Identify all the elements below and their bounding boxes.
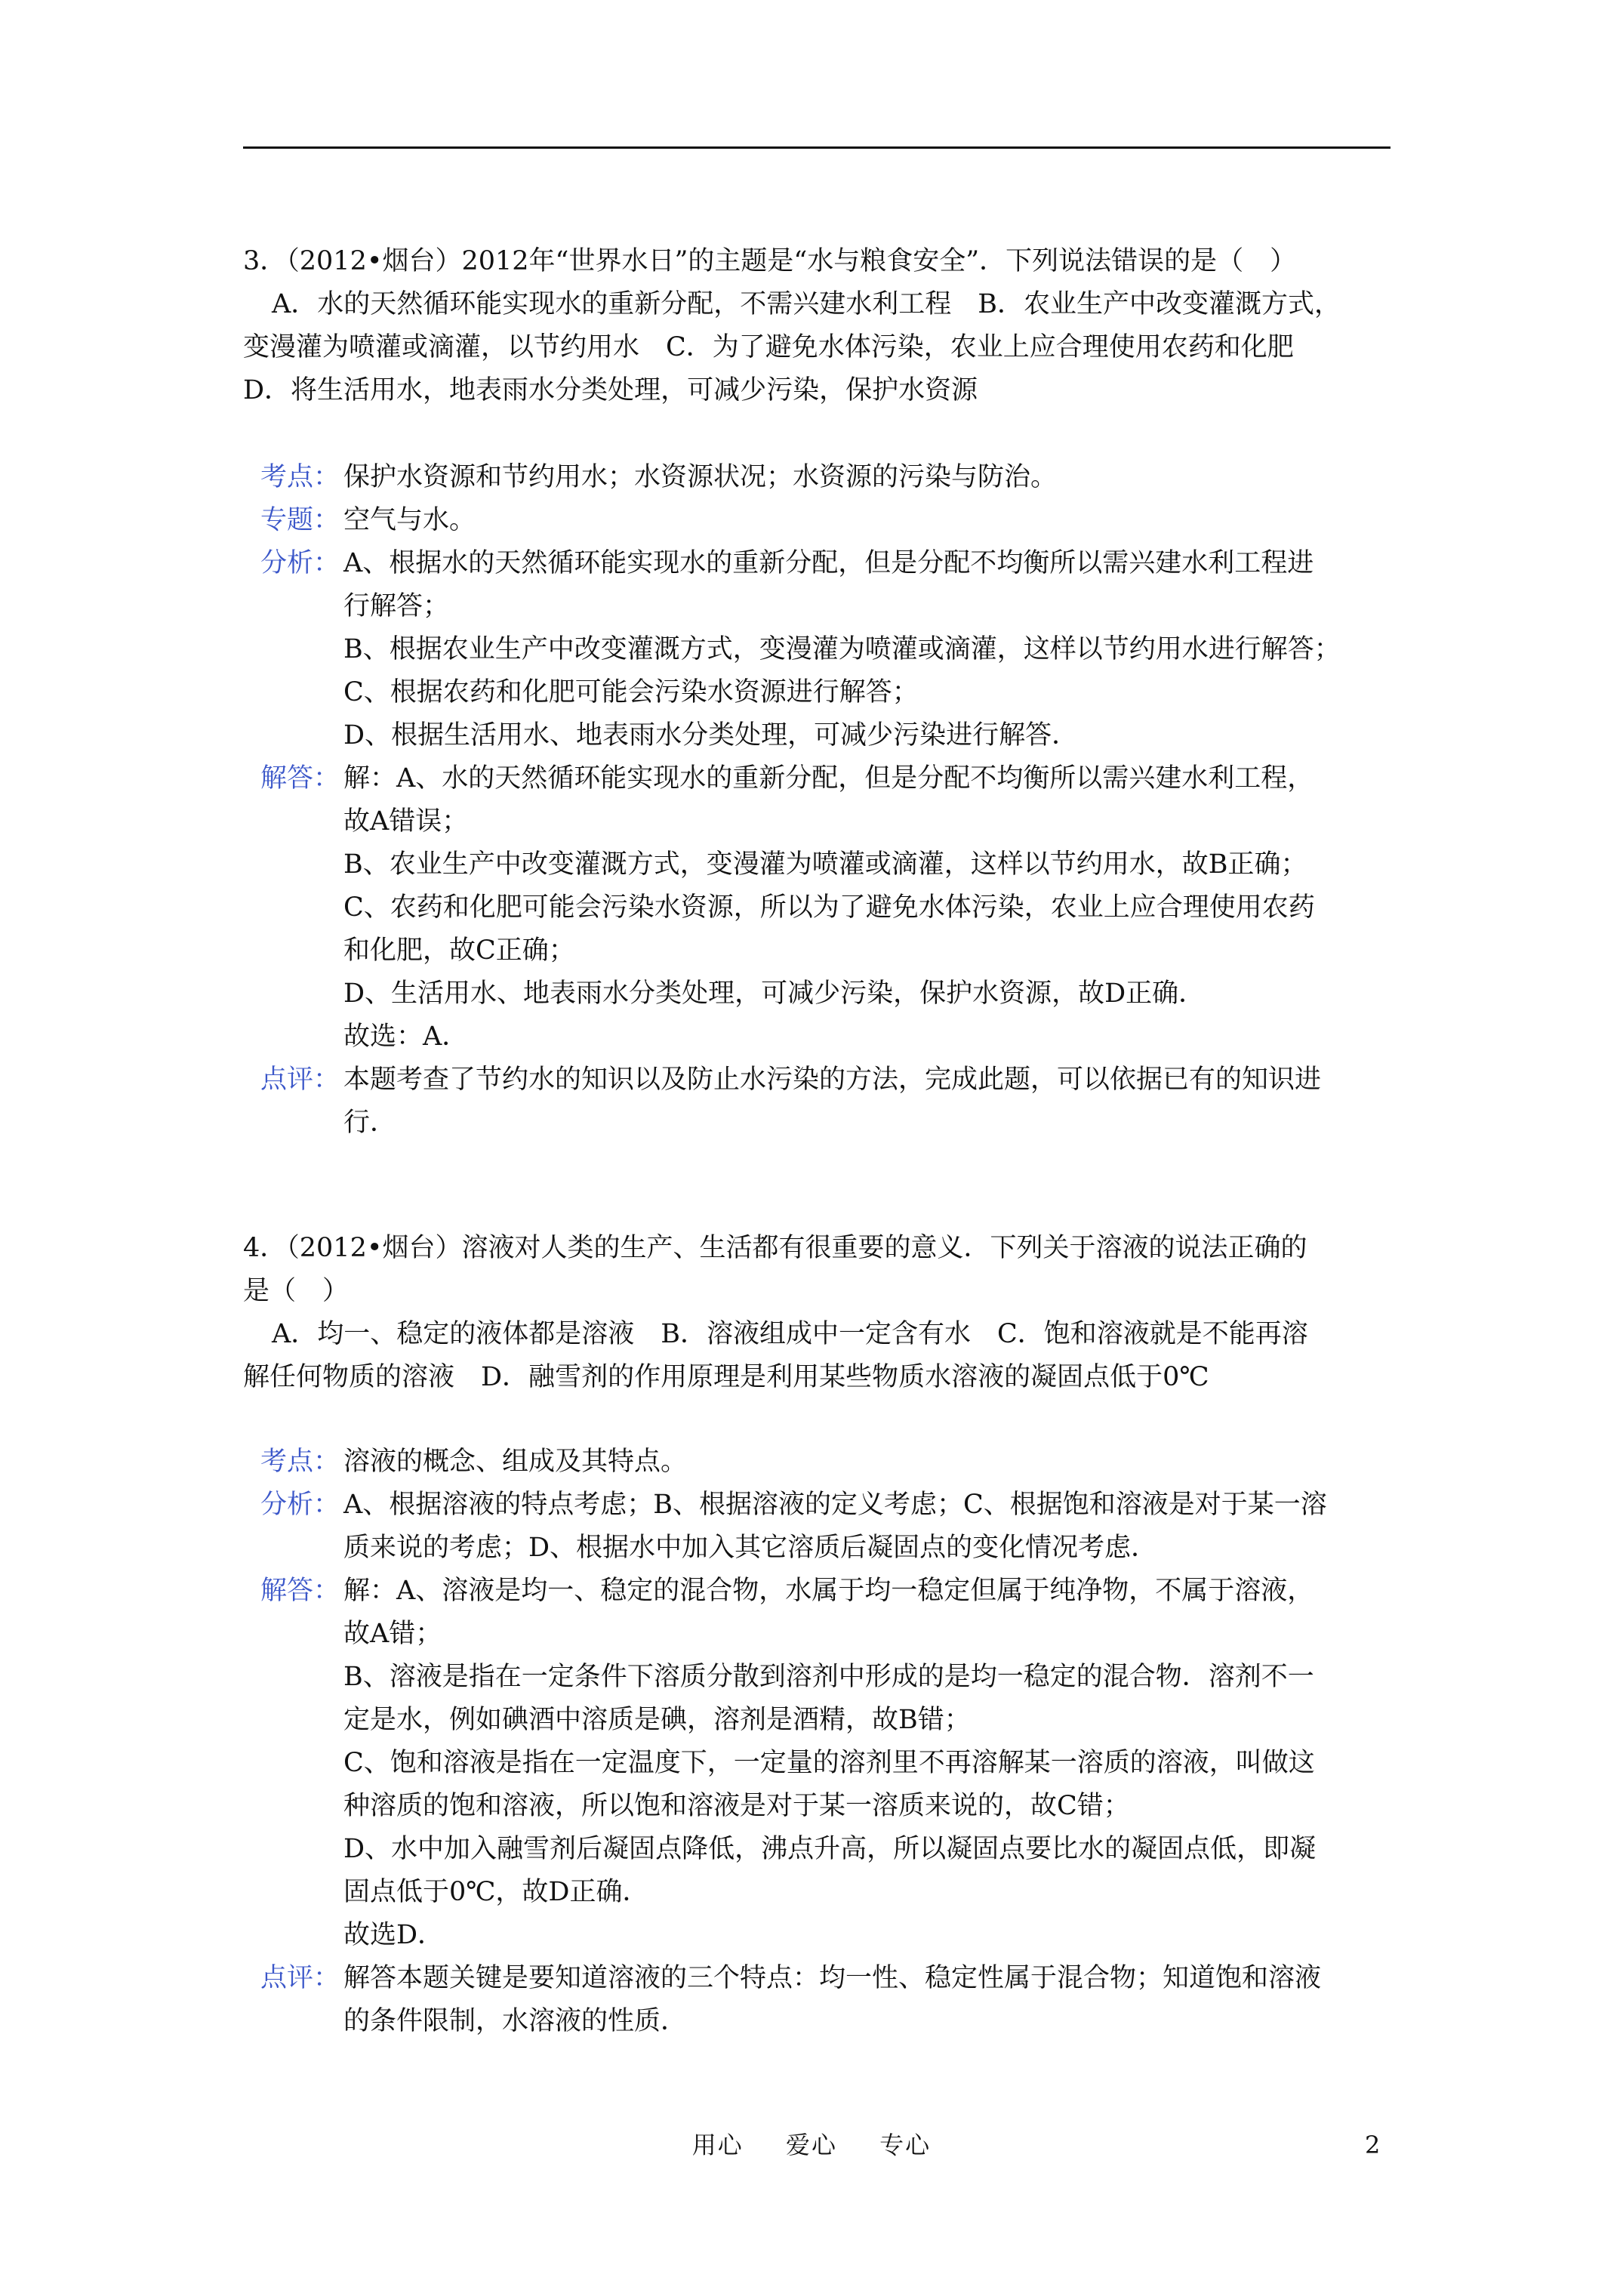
- question-4-options-line-2: 解任何物质的溶液 D．融雪剂的作用原理是利用某些物质水溶液的凝固点低于0℃: [243, 1362, 1209, 1392]
- q3-jieda-line: D、生活用水、地表雨水分类处理，可减少污染，保护水资源，故D正确．: [343, 978, 1206, 1009]
- question-3-options-line-3: D．将生活用水，地表雨水分类处理，可减少污染，保护水资源: [243, 375, 978, 405]
- footer-word: 用心: [691, 2131, 744, 2159]
- q3-kaodian: [260, 456, 1423, 499]
- question-3-options-line-2: 变漫灌为喷灌或滴灌，以节约用水 C．为了避免水体污染，农业上应合理使用农药和化肥: [243, 332, 1294, 362]
- q3-jieda-line: B、农业生产中改变灌溉方式，变漫灌为喷灌或滴灌，这样以节约用水，故B正确；: [343, 849, 1307, 880]
- q3-zhuanti-text: 空气与水。: [343, 505, 476, 535]
- question-3-stem: 3．（2012•烟台）2012年“世界水日”的主题是“水与粮食安全”．下列说法错误的是（ ）: [243, 246, 1297, 276]
- q4-fenxi-line: 质来说的考虑；D、根据水中加入其它溶质后凝固点的变化情况考虑．: [343, 1533, 1158, 1563]
- q4-jieda-line: D、水中加入融雪剂后凝固点降低，沸点升高，所以凝固点要比水的凝固点低，即凝: [343, 1834, 1317, 1864]
- q4-kaodian-label: 考点：: [260, 1447, 340, 1477]
- q3-fenxi-label: 分析：: [260, 548, 340, 578]
- q4-jieda-line: 解：A、溶液是均一、稳定的混合物，水属于均一稳定但属于纯净物，不属于溶液，: [343, 1576, 1314, 1606]
- question-4-analysis: [260, 1441, 1423, 2043]
- q3-dianping-line: 行．: [343, 1108, 397, 1138]
- q4-dianping-line: 解答本题关键是要知道溶液的三个特点：均一性、稳定性属于混合物；知道饱和溶液: [343, 1963, 1322, 1993]
- q3-fenxi-line: A、根据水的天然循环能实现水的重新分配，但是分配不均衡所以需兴建水利工程进: [343, 548, 1314, 578]
- q3-zhuanti-label: 专题：: [260, 505, 340, 535]
- q3-kaodian-label: 考点：: [260, 462, 340, 492]
- page-number: 2: [1365, 2131, 1381, 2159]
- question-3-analysis: [260, 456, 1423, 1145]
- q4-fenxi-line: A、根据溶液的特点考虑；B、根据溶液的定义考虑；C、根据饱和溶液是对于某一溶: [343, 1490, 1327, 1520]
- q3-fenxi-line: 行解答；: [343, 591, 450, 621]
- q3-jieda-line: 故A错误；: [343, 806, 469, 837]
- q3-dianping-line: 本题考查了节约水的知识以及防止水污染的方法，完成此题，可以依据已有的知识进: [343, 1065, 1322, 1095]
- q4-dianping-label: 点评：: [260, 1963, 340, 1993]
- question-4-options-line-1: A．均一、稳定的液体都是溶液 B．溶液组成中一定含有水 C．饱和溶液就是不能再溶: [272, 1319, 1308, 1349]
- q4-kaodian-text: 溶液的概念、组成及其特点。: [343, 1447, 688, 1477]
- q4-jieda-line: 固点低于0℃，故D正确．: [343, 1877, 649, 1907]
- footer-word: 爱心: [785, 2131, 837, 2159]
- q3-jieda-line: C、农药和化肥可能会污染水资源，所以为了避免水体污染，农业上应合理使用农药: [343, 892, 1315, 923]
- question-3-options-line-1: A．水的天然循环能实现水的重新分配，不需兴建水利工程 B．农业生产中改变灌溉方式，: [272, 289, 1341, 319]
- q3-jieda-line: 解：A、水的天然循环能实现水的重新分配，但是分配不均衡所以需兴建水利工程，: [343, 763, 1314, 794]
- question-3: [243, 240, 1421, 412]
- question-4: [243, 1227, 1421, 1399]
- q4-kaodian: [260, 1441, 1423, 1484]
- q3-jieda-line: 故选：A．: [343, 1022, 469, 1052]
- q4-dianping: [260, 1957, 1423, 2043]
- q4-jieda: [260, 1570, 1423, 1957]
- q3-fenxi: [260, 542, 1423, 757]
- q4-jieda-line: C、饱和溶液是指在一定温度下，一定量的溶剂里不再溶解某一溶质的溶液，叫做这: [343, 1748, 1315, 1778]
- q3-dianping: [260, 1059, 1423, 1145]
- q3-fenxi-line: C、根据农药和化肥可能会污染水资源进行解答；: [343, 677, 919, 707]
- question-4-stem-line-2: 是（ ）: [243, 1276, 350, 1306]
- header-rule: [243, 146, 1390, 149]
- q3-fenxi-line: B、根据农业生产中改变灌溉方式，变漫灌为喷灌或滴灌，这样以节约用水进行解答；: [343, 634, 1341, 664]
- question-4-stem-line-1: 4．（2012•烟台）溶液对人类的生产、生活都有很重要的意义．下列关于溶液的说法正确的: [243, 1233, 1307, 1263]
- q4-jieda-line: 故选D．: [343, 1920, 445, 1950]
- q3-fenxi-line: D、根据生活用水、地表雨水分类处理，可减少污染进行解答．: [343, 720, 1079, 750]
- q3-jieda: [260, 757, 1423, 1059]
- q3-kaodian-text: 保护水资源和节约用水；水资源状况；水资源的污染与防治。: [343, 462, 1058, 492]
- q4-dianping-line: 的条件限制，水溶液的性质．: [343, 2006, 688, 2036]
- q4-jieda-line: 定是水，例如碘酒中溶质是碘，溶剂是酒精，故B错；: [343, 1705, 971, 1735]
- q3-jieda-line: 和化肥，故C正确；: [343, 935, 575, 966]
- q4-fenxi-label: 分析：: [260, 1490, 340, 1520]
- q4-jieda-label: 解答：: [260, 1576, 340, 1606]
- q3-dianping-label: 点评：: [260, 1065, 340, 1095]
- q3-jieda-label: 解答：: [260, 763, 340, 794]
- q3-zhuanti: [260, 499, 1423, 542]
- footer-word: 专心: [879, 2131, 932, 2159]
- q4-jieda-line: 故A错；: [343, 1619, 442, 1649]
- q4-fenxi: [260, 1484, 1423, 1570]
- q4-jieda-line: B、溶液是指在一定条件下溶质分散到溶剂中形成的是均一稳定的混合物．溶剂不一: [343, 1662, 1314, 1692]
- q4-jieda-line: 种溶质的饱和溶液，所以饱和溶液是对于某一溶质来说的，故C错；: [343, 1791, 1130, 1821]
